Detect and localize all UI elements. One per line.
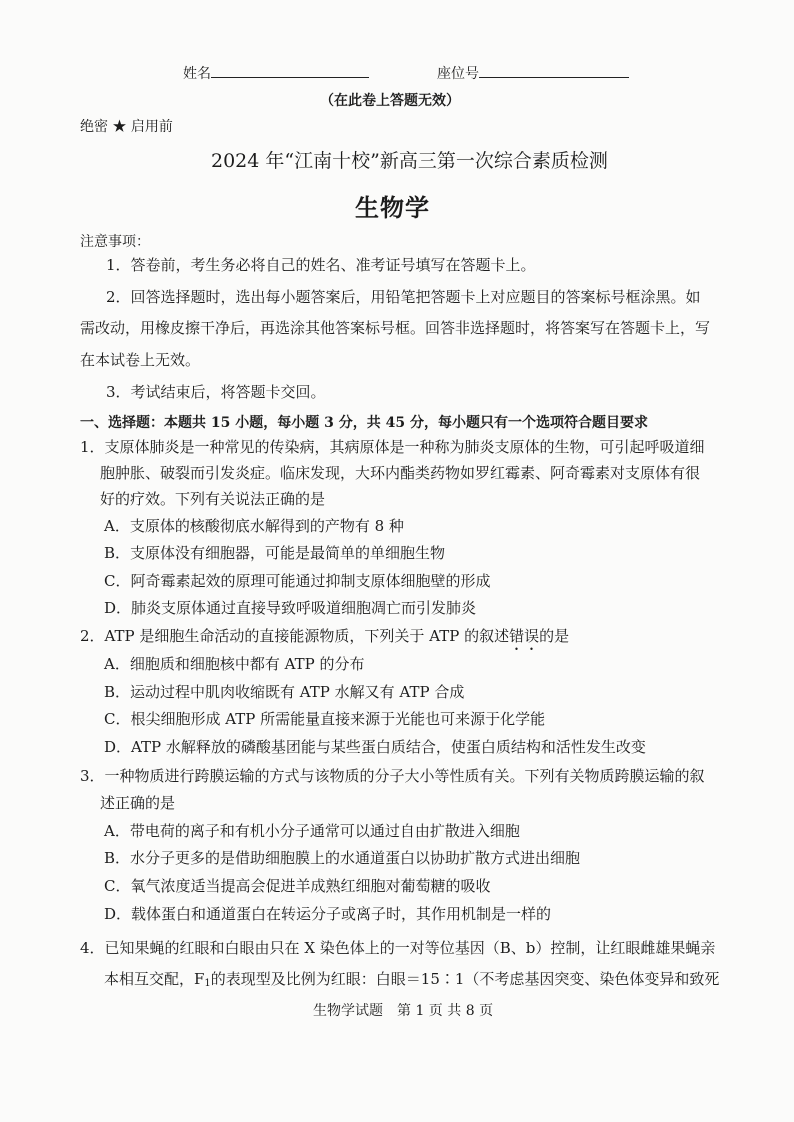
- q3-option-a: A．带电荷的离子和有机小分子通常可以通过自由扩散进入细胞: [104, 822, 520, 840]
- secret-mark: 绝密 ★ 启用前: [80, 119, 173, 135]
- seat-field: [437, 65, 629, 83]
- seat-blank-line: [479, 77, 629, 78]
- q4-line-2-part-a: 本相互交配，F: [104, 970, 205, 988]
- note-item-2-line-2: 需改动，用橡皮擦干净后，再选涂其他答案标号框。回答非选择题时，将答案写在答题卡上，写: [80, 319, 711, 337]
- note-item-2-line-3: 在本试卷上无效。: [80, 351, 201, 369]
- q3-stem-line-1: 3．一种物质进行跨膜运输的方式与该物质的分子大小等性质有关。下列有关物质跨膜运输的叙: [80, 767, 705, 785]
- section-title: 一、选择题：本题共 15 小题，每小题 3 分，共 45 分，每小题只有一个选项符合题目要求: [80, 415, 648, 431]
- exam-title: 2024 年“江南十校”新高三第一次综合素质检测: [211, 150, 608, 172]
- invalid-notice: （在此卷上答题无效）: [320, 93, 460, 109]
- q4-line-2-part-b: 的表现型及比例为红眼：白眼＝15∶1（不考虑基因突变、染色体变异和致死: [210, 970, 720, 988]
- name-field: [183, 65, 369, 83]
- q2-stem: [80, 626, 569, 654]
- q1-stem-line-2: 胞肿胀、破裂而引发炎症。临床发现，大环内酯类药物如罗红霉素、阿奇霉素对支原体有很: [100, 464, 701, 482]
- q2-option-d: D．ATP 水解释放的磷酸基团能与某些蛋白质结合，使蛋白质结构和活性发生改变: [104, 738, 646, 756]
- q3-option-d: D．载体蛋白和通道蛋白在转运分子或离子时，其作用机制是一样的: [104, 905, 552, 923]
- notes-heading: 注意事项：: [80, 234, 150, 250]
- note-item-2-line-1: 2．回答选择题时，选出每小题答案后，用铅笔把答题卡上对应题目的答案标号框涂黑。如: [106, 288, 701, 306]
- q1-stem-line-1: 1．支原体肺炎是一种常见的传染病，其病原体是一种称为肺炎支原体的生物，可引起呼吸道细: [80, 438, 705, 456]
- q2-stem-emphasis: 错误: [509, 627, 540, 645]
- q2-option-b: B．运动过程中肌肉收缩既有 ATP 水解又有 ATP 合成: [104, 683, 465, 701]
- q2-stem-prefix: 2．ATP 是细胞生命活动的直接能源物质，下列关于 ATP 的叙述: [80, 627, 510, 645]
- q1-option-d: D．肺炎支原体通过直接导致呼吸道细胞凋亡而引发肺炎: [104, 599, 477, 617]
- q4-stem-line-1: 4．已知果蝇的红眼和白眼由只在 X 染色体上的一对等位基因（B、b）控制，让红眼雌雄果蝇亲: [80, 939, 716, 957]
- q1-option-c: C．阿奇霉素起效的原理可能通过抑制支原体细胞壁的形成: [104, 572, 491, 590]
- q1-option-b: B．支原体没有细胞器，可能是最简单的单细胞生物: [104, 544, 446, 562]
- q1-option-a: A．支原体的核酸彻底水解得到的产物有 8 种: [104, 517, 404, 535]
- subject-title: 生物学: [355, 193, 430, 222]
- q4-stem-line-2: [104, 969, 719, 994]
- q3-option-c: C．氧气浓度适当提高会促进羊成熟红细胞对葡萄糖的吸收: [104, 877, 491, 895]
- q3-option-b: B．水分子更多的是借助细胞膜上的水通道蛋白以协助扩散方式进出细胞: [104, 849, 581, 867]
- q1-stem-line-3: 好的疗效。下列有关说法正确的是: [100, 490, 326, 508]
- name-blank-line: [211, 77, 369, 78]
- q2-stem-suffix: 的是: [539, 627, 570, 645]
- name-label: 姓名: [183, 66, 211, 82]
- note-item-3: 3．考试结束后，将答题卡交回。: [106, 383, 326, 401]
- note-item-1: 1．答卷前，考生务必将自己的姓名、准考证号填写在答题卡上。: [106, 256, 536, 274]
- q3-stem-line-2: 述正确的是: [100, 794, 176, 812]
- q4-f1-subscript: 1: [204, 978, 211, 989]
- q2-option-a: A．细胞质和细胞核中都有 ATP 的分布: [104, 655, 365, 673]
- q2-option-c: C．根尖细胞形成 ATP 所需能量直接来源于光能也可来源于化学能: [104, 710, 546, 728]
- page-footer: 生物学试题 第 1 页 共 8 页: [313, 1003, 494, 1019]
- seat-label: 座位号: [437, 66, 479, 82]
